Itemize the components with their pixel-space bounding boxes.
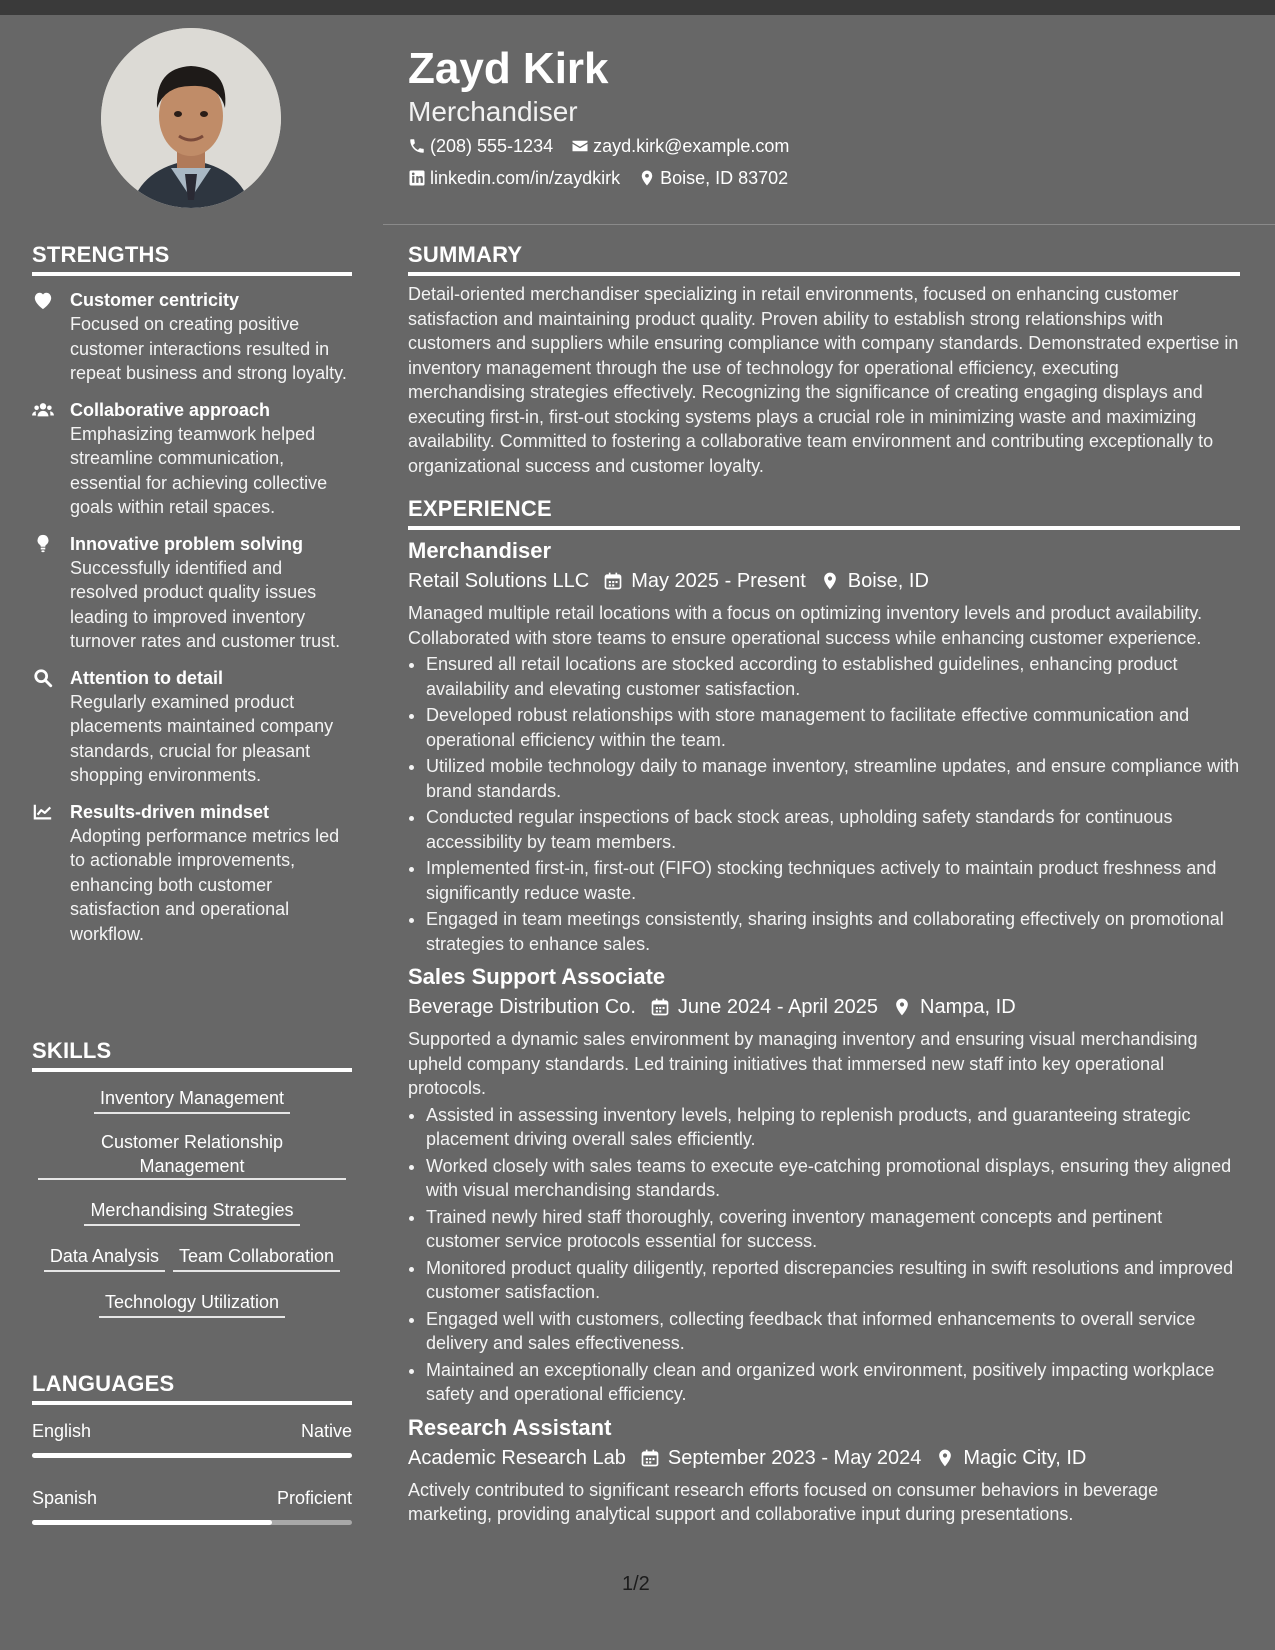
job-bullet: • Conducted regular inspections of back stock areas, upholding safety standards for continuous accessibility by team members. [426, 805, 1240, 854]
languages-heading: LANGUAGES [32, 1369, 352, 1405]
job-entry [408, 536, 1240, 956]
language-bar-fill [32, 1520, 272, 1525]
chart-line-icon [32, 802, 54, 822]
contact-row-2 [408, 166, 806, 190]
strength-title: Collaborative approach [70, 399, 271, 420]
job-bullet: • Monitored product quality diligently, reported discrepancies resulting in swift resolutions and improved customer satisfaction. [426, 1256, 1240, 1305]
job-bullet: • Ensured all retail locations are stocked according to established guidelines, enhancing product availability and elevating customer satisfaction. [426, 652, 1240, 701]
job-title: Sales Support Associate [408, 964, 666, 989]
job-title: Merchandiser [408, 538, 552, 563]
job-bullet: • Assisted in assessing inventory levels, helping to replenish products, and guaranteeing strategic placement driving overall sales efficiently. [426, 1103, 1240, 1152]
header-divider [383, 224, 1275, 225]
candidate-title: Merchandiser [408, 96, 578, 127]
job-dates: September 2023 - May 2024 [667, 1446, 922, 1469]
job-description: Actively contributed to significant research efforts focused on consumer behaviors in beverage marketing, providing analytical support and collaborative input during presentations. [408, 1479, 1159, 1524]
language-level: Proficient [276, 1488, 352, 1508]
job-company: Retail Solutions LLC [408, 570, 590, 592]
job-title: Research Assistant [408, 1414, 612, 1440]
map-marker-icon [638, 169, 656, 187]
strength-title: Customer centricity [70, 290, 240, 310]
strength-desc: Adopting performance metrics led to actionable improvements, enhancing both customer satisfaction and operational workflow. [70, 825, 340, 944]
strength-desc: Focused on creating positive customer interactions resulted in repeat business and strong loyalty. [70, 314, 347, 383]
job-description: Managed multiple retail locations with a focus on optimizing inventory levels and product availability. Collaborated with store teams to ensure operational success while enhancing customer experience. [408, 603, 1203, 648]
language-name: English [32, 1421, 92, 1441]
job-bullet: • Developed robust relationships with store management to facilitate effective communication and operational efficiency within the team. [426, 703, 1240, 752]
strength-item [32, 288, 352, 386]
email-text: zayd.kirk@example.com [593, 136, 790, 156]
job-bullet: • Maintained an exceptionally clean and organized work environment, positively impacting workplace safety and operational efficiency. [426, 1358, 1240, 1407]
job-dates: June 2024 - April 2025 [677, 996, 879, 1018]
job-location: Boise, ID [847, 570, 929, 592]
job-bullets [408, 652, 1240, 956]
language-item [32, 1419, 352, 1458]
strength-item [32, 532, 352, 654]
summary-heading: SUMMARY [408, 240, 1240, 276]
strength-desc: Emphasizing teamwork helped streamline communication, essential for achieving collective goals within retail spaces. [70, 423, 328, 517]
skill-tag: Inventory Management [94, 1084, 290, 1114]
strength-item [32, 398, 352, 520]
page-number: 1/2 [622, 1573, 650, 1595]
strength-title: Attention to detail [70, 667, 223, 688]
phone-icon [408, 137, 426, 155]
profile-photo [101, 28, 281, 208]
calendar-icon [603, 571, 623, 591]
skill-tag: Team Collaboration [173, 1242, 340, 1272]
language-bar [32, 1453, 352, 1458]
phone-contact [408, 134, 553, 158]
strength-item [32, 666, 352, 788]
job-meta [408, 567, 1240, 595]
envelope-icon [571, 137, 589, 155]
job-company: Academic Research Lab [408, 1446, 626, 1469]
skills-section [32, 1036, 352, 1334]
strength-desc: Successfully identified and resolved product quality issues leading to improved inventory turnover rates and customer trust. [70, 557, 341, 651]
job-bullet: • Implemented first-in, first-out (FIFO) stocking techniques actively to maintain product freshness and significantly reduce waste. [426, 856, 1240, 905]
job-location: Nampa, ID [920, 996, 1016, 1018]
language-bar-fill [32, 1453, 352, 1458]
right-column [408, 240, 1240, 1527]
linkedin-icon [408, 169, 426, 187]
skills-heading: SKILLS [32, 1036, 352, 1072]
left-column [32, 240, 352, 946]
users-icon [32, 400, 54, 420]
skill-tag: Customer Relationship Management [38, 1130, 346, 1180]
lightbulb-icon [32, 534, 54, 554]
strengths-heading: STRENGTHS [32, 240, 352, 276]
experience-heading: EXPERIENCE [408, 494, 1240, 530]
job-entry [408, 962, 1240, 1407]
linkedin-text: linkedin.com/in/zaydkirk [430, 168, 621, 188]
candidate-name: Zayd Kirk [408, 44, 609, 93]
languages-section [32, 1369, 352, 1525]
linkedin-contact [408, 166, 620, 190]
job-bullets [408, 1103, 1240, 1407]
language-level: Native [300, 1421, 352, 1441]
strength-desc: Regularly examined product placements maintained company standards, crucial for pleasant shopping environments. [70, 691, 334, 785]
strength-title: Innovative problem solving [70, 533, 304, 554]
strength-title: Results-driven mindset [70, 801, 270, 822]
job-company: Beverage Distribution Co. [408, 996, 636, 1018]
phone-text: (208) 555-1234 [430, 136, 554, 156]
strength-item [32, 800, 352, 947]
contact-row-1 [408, 134, 807, 158]
language-name: Spanish [32, 1488, 98, 1508]
location-contact [638, 166, 788, 190]
language-bar [32, 1520, 352, 1525]
skill-tag: Merchandising Strategies [84, 1196, 299, 1226]
job-meta [408, 1444, 1240, 1472]
email-contact [571, 134, 789, 158]
calendar-icon [650, 997, 670, 1017]
job-bullet: • Worked closely with sales teams to execute eye-catching promotional displays, ensuring they aligned with visual merchandising standards. [426, 1154, 1240, 1203]
job-dates: May 2025 - Present [631, 570, 806, 592]
job-entry [408, 1413, 1240, 1527]
language-item [32, 1486, 352, 1525]
top-bar [0, 0, 1275, 15]
map-marker-icon [892, 997, 912, 1017]
job-location: Magic City, ID [963, 1446, 1087, 1469]
summary-text: Detail-oriented merchandiser specializing in retail environments, focused on enhancing customer satisfaction and maintaining product quality. Proven ability to establish strong relationships with customers and suppliers while ensuring compliance with company standards. Demonstrated expertise in inventory management through the use of technology for operational efficiency, executing merchandising strategies effectively. Recognizing the significance of creating engaging displays and executing first-in, first-out stocking systems plays a crucial role in minimizing waste and maximizing availability. Committed to fostering a collaborative team environment and contributing exceptionally to organizational success and customer loyalty. [408, 284, 1239, 476]
map-marker-icon [820, 571, 840, 591]
search-icon [32, 668, 54, 688]
calendar-icon [640, 1448, 660, 1468]
heart-icon [32, 290, 54, 310]
skill-tag: Technology Utilization [99, 1288, 285, 1318]
job-description: Supported a dynamic sales environment by managing inventory and ensuring visual merchandising upheld company standards. Led training initiatives that immersed new staff into key operational protocols. [408, 1029, 1198, 1098]
job-bullet: • Engaged in team meetings consistently, sharing insights and collaborating effectively on promotional strategies to enhance sales. [426, 907, 1240, 956]
job-bullet: • Trained newly hired staff thoroughly, covering inventory management concepts and pertinent customer service protocols essential for success. [426, 1205, 1240, 1254]
job-meta [408, 993, 1240, 1021]
skill-tag: Data Analysis [44, 1242, 165, 1272]
skills-list [32, 1084, 352, 1334]
job-bullet: • Utilized mobile technology daily to manage inventory, streamline updates, and ensure compliance with brand standards. [426, 754, 1240, 803]
location-text: Boise, ID 83702 [660, 168, 789, 188]
map-marker-icon [935, 1448, 955, 1468]
job-bullet: • Engaged well with customers, collecting feedback that informed enhancements to overall service delivery and sales effectiveness. [426, 1307, 1240, 1356]
